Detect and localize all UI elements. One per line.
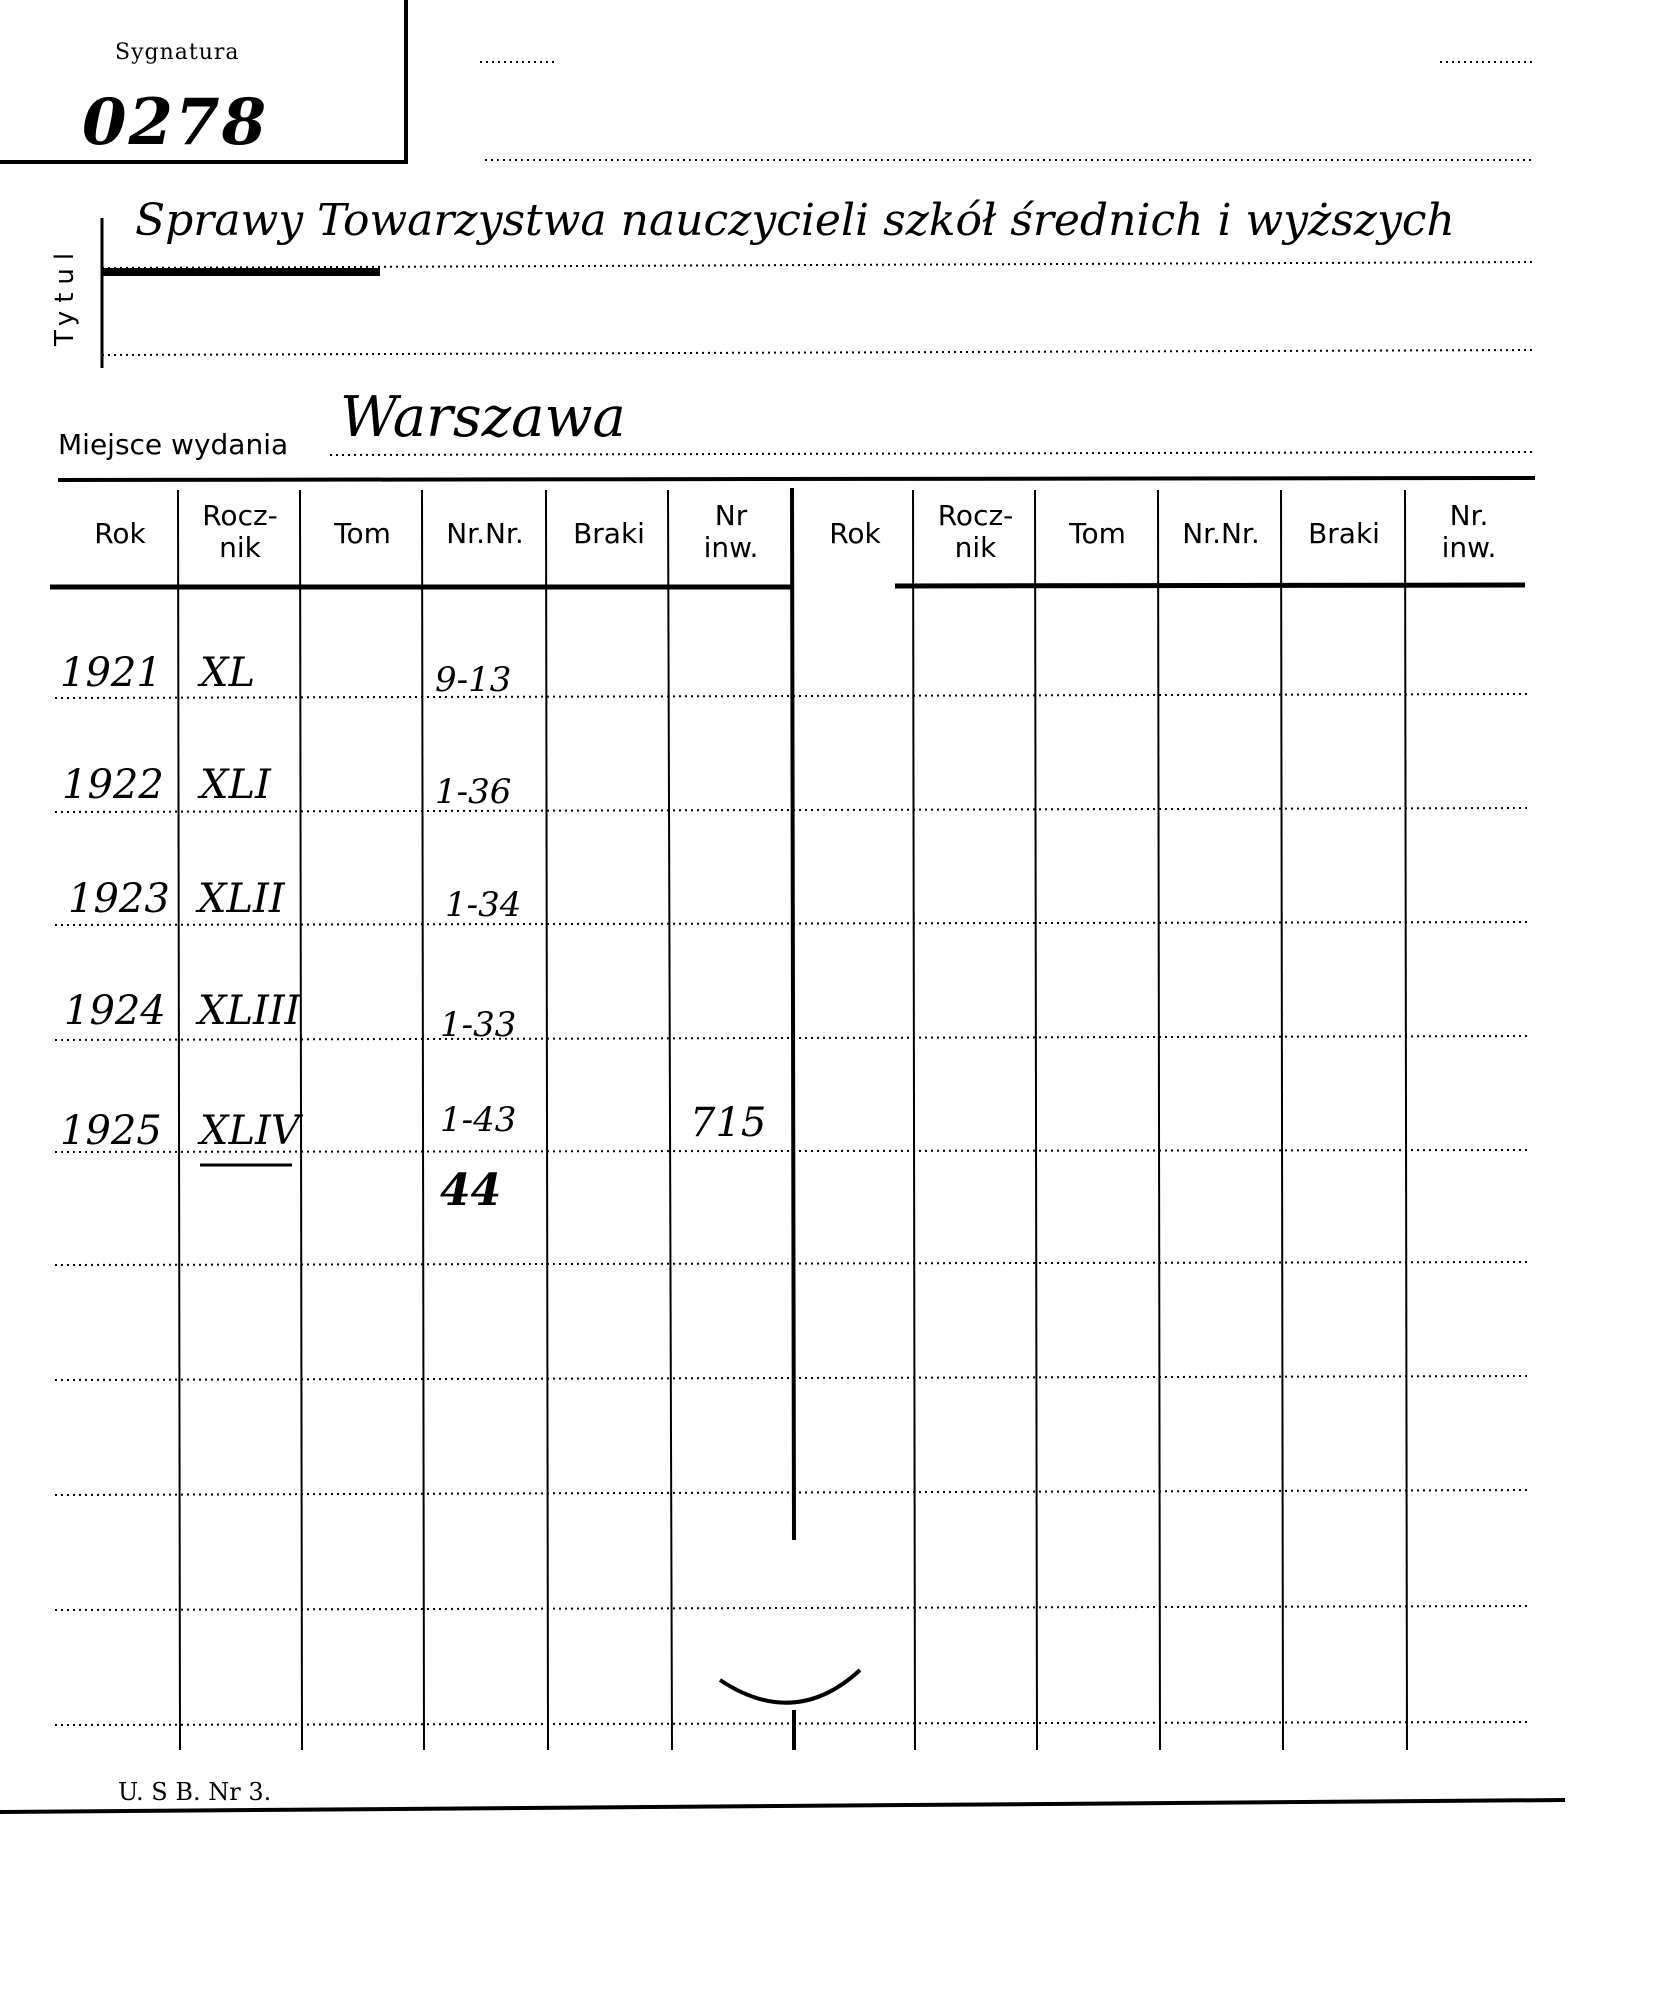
row-5-nrnr: 1-43 [440,1100,517,1140]
row-5-rok: 1925 [60,1108,162,1154]
header-rocznik-left: Rocz- nik [202,499,278,564]
row-4-nrnr: 1-33 [440,1005,517,1045]
header-nrinw-left: Nr inw. [703,499,759,564]
signature-value: 0278 [82,85,269,160]
header-tom-left: Tom [334,517,391,550]
header-nrinw-right: Nr. inw. [1441,499,1497,564]
row-3-rok: 1923 [68,876,170,922]
header-rok-right: Rok [829,517,881,550]
title-value: Sprawy Towarzystwa nauczycieli szkół średnich i wyższych [135,195,1455,246]
row-4-rocznik: XLIII [198,988,301,1034]
header-rok-left: Rok [94,517,146,550]
footer-form-number: U. S B. Nr 3. [118,1778,272,1806]
signature-label: Sygnatura [115,40,240,65]
row-2-rocznik: XLI [200,762,271,808]
header-rocznik-right: Rocz- nik [937,499,1014,564]
header-braki-left: Braki [573,517,645,550]
row-5-nrnr-extra: 44 [440,1165,502,1216]
title-label: Tytul [50,244,80,346]
row-5-rocznik: XLIV [200,1108,300,1154]
header-nrnr-right: Nr.Nr. [1182,517,1260,550]
row-1-nrnr: 9-13 [435,660,512,700]
place-value: Warszawa [340,385,626,450]
header-braki-right: Braki [1308,517,1380,550]
row-1-rocznik: XL [200,650,256,696]
row-5-inw: 715 [690,1100,767,1146]
row-2-rok: 1922 [62,762,164,808]
row-3-rocznik: XLII [198,876,285,922]
row-1-rok: 1921 [60,650,162,696]
row-2-nrnr: 1-36 [435,772,512,812]
row-4-rok: 1924 [64,988,166,1034]
place-label: Miejsce wydania [58,428,289,461]
row-3-nrnr: 1-34 [445,885,522,925]
header-nrnr-left: Nr.Nr. [446,517,524,550]
header-tom-right: Tom [1069,517,1126,550]
